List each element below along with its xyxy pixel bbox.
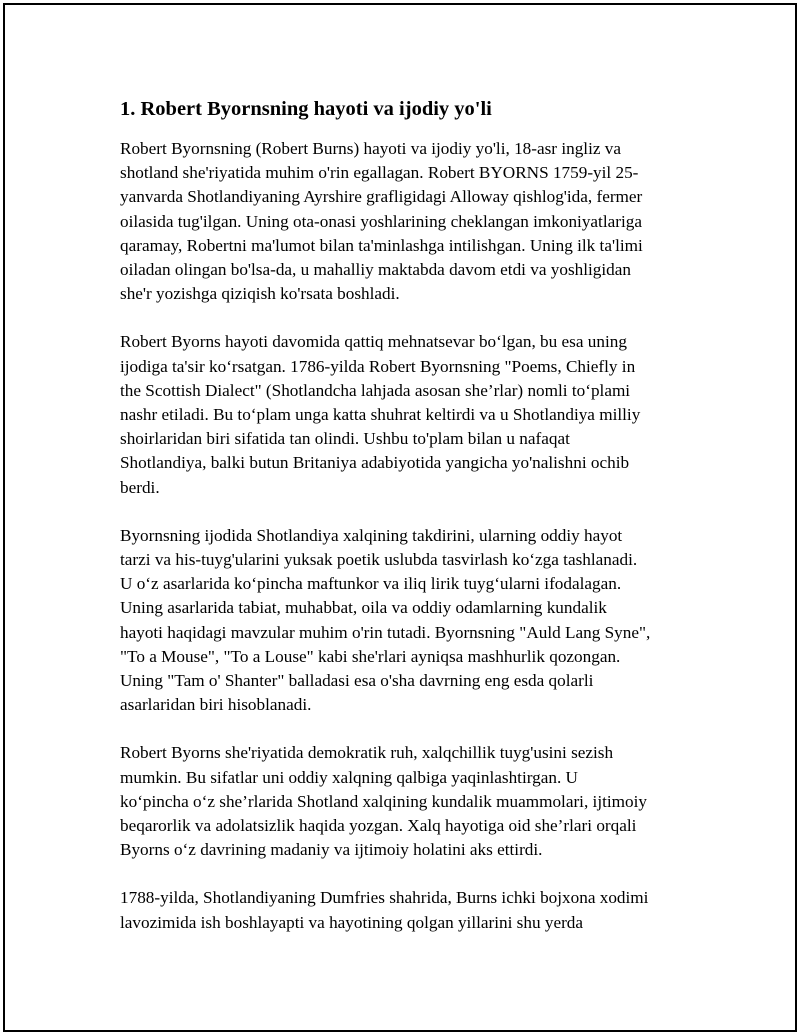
text-line: berdi.	[120, 477, 160, 497]
text-line: beqarorlik va adolatsizlik haqida yozgan. Xalq hayotiga oid she’rlari orqali	[120, 816, 637, 836]
text-line: Uning asarlarida tabiat, muhabbat, oila va oddiy odamlarning kundalik	[120, 598, 607, 618]
document-body	[120, 95, 702, 959]
text-line: lavozimida ish boshlayapti va hayotining qolgan yillarini shu yerda	[120, 912, 584, 932]
text-line: nashr etiladi. Bu to‘plam unga katta shuhrat keltirdi va u Shotlandiya milliy	[120, 405, 641, 425]
text-line: Byornsning ijodida Shotlandiya xalqining takdirini, ularning oddiy hayot	[120, 525, 623, 545]
text-line: ko‘pincha o‘z she’rlarida Shotland xalqining kundalik muammolari, ijtimoiy	[120, 791, 647, 811]
page-frame	[3, 3, 797, 1032]
section-heading: 1. Robert Byornsning hayoti va ijodiy yo'li	[120, 98, 492, 120]
paragraph-1	[120, 137, 702, 306]
text-line: Robert Byorns she'riyatida demokratik ruh, xalqchillik tuyg'usini sezish	[120, 743, 614, 763]
text-line: oilasida tug'ilgan. Uning ota-onasi yoshlarining cheklangan imkoniyatlariga	[120, 211, 642, 231]
text-line: Robert Byornsning (Robert Burns) hayoti va ijodiy yo'li, 18-asr ingliz va	[120, 139, 621, 158]
text-line: asarlaridan biri hisoblanadi.	[120, 695, 312, 715]
text-line: hayoti haqidagi mavzular muhim o'rin tutadi. Byornsning "Auld Lang Syne",	[120, 622, 651, 642]
text-line: Shotlandiya, balki butun Britaniya adabiyotida yangicha yo'nalishni ochib	[120, 453, 630, 473]
text-line: "To a Mouse", "To a Louse" kabi she'rlari ayniqsa mashhurlik qozongan.	[120, 646, 621, 666]
paragraph-5	[120, 886, 702, 934]
text-line: shoirlaridan biri sifatida tan olindi. Ushbu to'plam bilan u nafaqat	[120, 429, 570, 449]
text-line: oiladan olingan bo'lsa-da, u mahalliy maktabda davom etdi va yoshligidan	[120, 260, 631, 280]
text-line: the Scottish Dialect" (Shotlandcha lahjada asosan she’rlar) nomli to‘plami	[120, 380, 631, 400]
text-line: yanvarda Shotlandiyaning Ayrshire grafligidagi Alloway qishlog'ida, fermer	[120, 187, 643, 207]
text-line: she'r yozishga qiziqish ko'rsata boshladi.	[120, 284, 400, 304]
paragraph-2	[120, 330, 702, 499]
text-line: mumkin. Bu sifatlar uni oddiy xalqning qalbiga yaqinlashtirgan. U	[120, 767, 578, 787]
text-line: 1788-yilda, Shotlandiyaning Dumfries shahrida, Burns ichki bojxona xodimi	[120, 888, 649, 908]
paragraph-3	[120, 524, 702, 718]
text-line: U o‘z asarlarida ko‘pincha maftunkor va iliq lirik tuyg‘ularni ifodalagan.	[120, 574, 622, 594]
text-line: Byorns o‘z davrining madaniy va ijtimoiy holatini aks ettirdi.	[120, 840, 543, 860]
text-line: ijodiga ta'sir ko‘rsatgan. 1786-yilda Robert Byornsning "Poems, Chiefly in	[120, 356, 636, 376]
text-line: Uning "Tam o' Shanter" balladasi esa o'sha davrning eng esda qolarli	[120, 671, 594, 691]
text-line: Robert Byorns hayoti davomida qattiq mehnatsevar bo‘lgan, bu esa uning	[120, 332, 627, 352]
text-line: qaramay, Robertni ma'lumot bilan ta'minlashga intilishgan. Uning ilk ta'limi	[120, 235, 643, 255]
text-line: shotland she'riyatida muhim o'rin egallagan. Robert BYORNS 1759-yil 25-	[120, 163, 639, 183]
text-line: tarzi va his-tuyg'ularini yuksak poetik uslubda tasvirlash ko‘zga tashlanadi.	[120, 550, 638, 570]
paragraph-4	[120, 741, 702, 862]
